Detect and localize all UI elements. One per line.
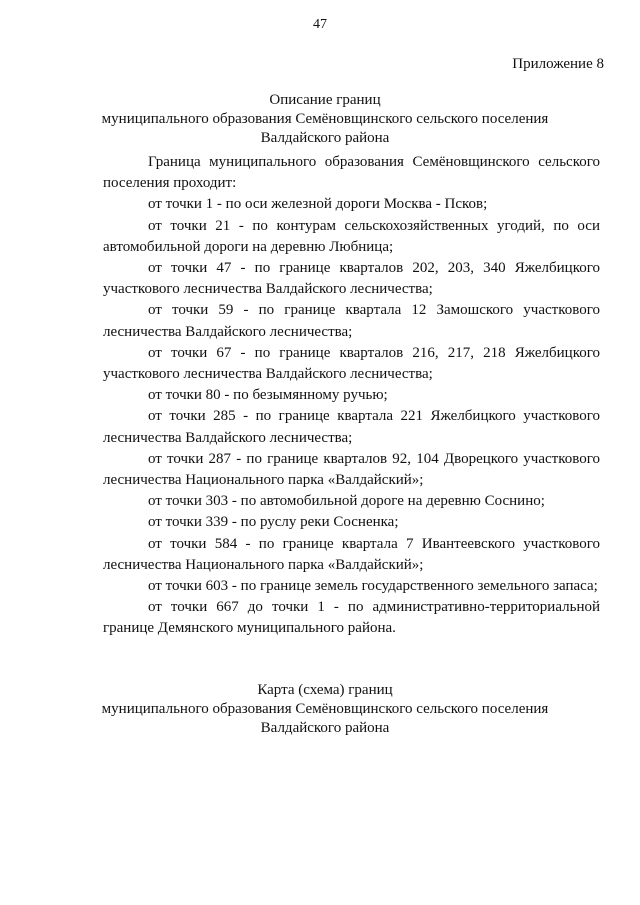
boundary-paragraph: от точки 59 - по границе квартала 12 Замошского участкового лесничества Валдайского лесничества; — [103, 302, 600, 340]
description-title-line: Описание границ — [269, 92, 381, 108]
boundary-paragraph: от точки 303 - по автомобильной дороге на деревню Соснино; — [148, 493, 545, 510]
map-title — [60, 681, 590, 738]
boundary-paragraph: от точки 1 - по оси железной дороги Москва - Псков; — [148, 196, 488, 213]
description-title-line: Валдайского района — [260, 130, 390, 146]
page-number: 47 — [313, 17, 327, 32]
description-title — [60, 91, 590, 148]
boundary-description-body — [103, 152, 600, 640]
appendix-label: Приложение 8 — [512, 56, 604, 72]
boundary-paragraph: от точки 603 - по границе земель государственного земельного запаса; — [148, 578, 598, 595]
map-title-line: Карта (схема) границ — [257, 682, 393, 698]
map-title-line: муниципального образования Семёновщинского сельского поселения — [101, 701, 549, 717]
boundary-paragraph: от точки 667 до точки 1 - по административно-территориальной границе Демянского муниципального района. — [103, 599, 600, 637]
boundary-paragraph: от точки 339 - по руслу реки Сосненка; — [148, 514, 399, 531]
boundary-paragraph: от точки 21 - по контурам сельскохозяйственных угодий, по оси автомобильной дороги на деревню Любница; — [103, 217, 600, 255]
boundary-paragraph: от точки 584 - по границе квартала 7 Ивантеевского участкового лесничества Национального парка «Валдайский»; — [103, 535, 600, 573]
boundary-paragraph: от точки 80 - по безымянному ручью; — [148, 387, 388, 404]
boundary-paragraph: Граница муниципального образования Семёновщинского сельского поселения проходит: — [103, 154, 600, 192]
boundary-paragraph: от точки 67 - по границе кварталов 216, 217, 218 Яжелбицкого участкового лесничества Валдайского лесничества; — [103, 344, 600, 383]
map-title-line: Валдайского района — [260, 720, 390, 736]
description-title-line: муниципального образования Семёновщинского сельского поселения — [101, 111, 549, 127]
boundary-paragraph: от точки 287 - по границе кварталов 92, 104 Дворецкого участкового лесничества Национального парка «Валдайский»; — [103, 450, 600, 489]
boundary-paragraph: от точки 47 - по границе кварталов 202, 203, 340 Яжелбицкого участкового лесничества Валдайского лесничества; — [103, 260, 600, 298]
boundary-paragraph: от точки 285 - по границе квартала 221 Яжелбицкого участкового лесничества Валдайского лесничества; — [103, 408, 600, 446]
